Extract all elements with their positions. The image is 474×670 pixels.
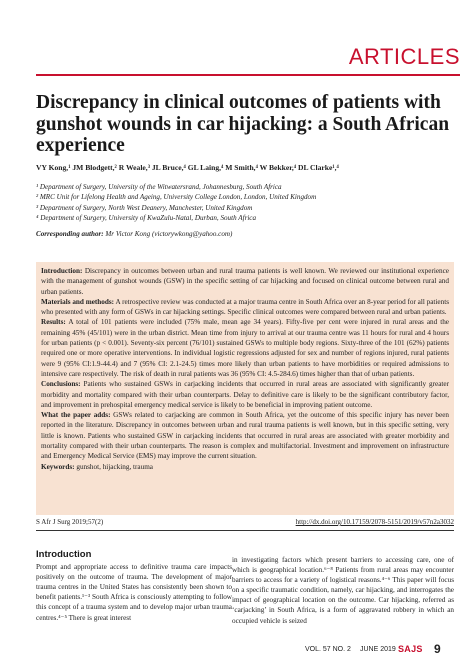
corresponding-author xyxy=(36,230,232,238)
abstract-conclusions xyxy=(41,379,449,410)
abstract-text: Discrepancy in outcomes between urban and rural trauma patients is well known. We reviewed our institutional experience with the management of gunshot wounds (GSW) in the specific setting of car hijacking and focused on clinical outcome between rural and urban patients. xyxy=(41,267,449,296)
abstract-results xyxy=(41,317,449,379)
body-paragraph: Prompt and appropriate access to definitive trauma care impacts positively on the outcome of trauma. The development of major trauma centres in the United States has consistently been shown to benefit patients.¹⁻³ South Africa is consciously attempting to follow this concept of a trauma system and to develop major urban trauma centres.⁴⁻⁵ There is great interest xyxy=(36,563,232,622)
citation-divider xyxy=(36,530,454,531)
author-list: VY Kong,¹ JM Blodgett,² R Weale,³ JL Bruce,⁴ GL Laing,⁴ M Smith,⁴ W Bekker,⁴ DL Clarke¹,⁴ xyxy=(36,163,339,172)
abstract-label: What the paper adds: xyxy=(41,411,111,420)
section-label: ARTICLES xyxy=(348,44,460,69)
introduction-heading: Introduction xyxy=(36,549,92,560)
body-column-left xyxy=(36,550,232,623)
abstract-text: gunshot, hijacking, trauma xyxy=(74,462,153,471)
corresponding-author-value: Mr Victor Kong (victorywkong@yahoo.com) xyxy=(105,230,233,238)
body-paragraph: in investigating factors which present barriers to accessing care, one of which is geographical location.⁶⁻⁸ Patients from rural areas may encounter barriers to access for a variety of logistical reasons.⁴⁻⁶ This paper will focus on a specific traumatic condition, namely, car hijacking, and interrogates the impact of geographical location on the outcome. Car hijacking, referred as ‘carjacking’ in South Africa, is a form of aggravated robbery in which an occupied vehicle is seized xyxy=(232,556,454,625)
header-divider xyxy=(36,74,460,76)
affiliations xyxy=(36,182,454,224)
footer-volume: VOL. 57 NO. 2 xyxy=(305,646,351,653)
footer-date: JUNE 2019 xyxy=(360,646,396,653)
abstract-what-paper-adds xyxy=(41,410,449,461)
article-title: Discrepancy in clinical outcomes of patients with gunshot wounds in car hijacking: a South African experience xyxy=(36,92,450,156)
abstract-text: GSWs related to carjacking are common in South Africa, yet the outcome of this specific injury has never been reported in the literature. Discrepancy in outcomes between urban and rural trauma patients is well known, but in this specific setting, very little is known. Patients who sustained GSW in carjacking incidents that occurred in rural areas are associated with greater morbidity and mortality compared with their urban counterparts. The reason is complex and multifactorial. Investment and improvement on infrastructure and Emergency Medical Service (EMS) may improve the current situation. xyxy=(41,411,450,461)
journal-citation: S Afr J Surg 2019;57(2) xyxy=(36,518,104,526)
abstract-introduction xyxy=(41,266,449,297)
footer-journal-logo: SAJS xyxy=(398,644,423,654)
affiliation-item: ³ Department of Surgery, North West Deanery, Manchester, United Kingdom xyxy=(36,203,253,212)
page-number: 9 xyxy=(434,642,441,656)
abstract-label: Conclusions: xyxy=(41,380,81,389)
affiliation-item: ² MRC Unit for Lifelong Health and Ageing, University College London, London, United Kingdom xyxy=(36,193,317,202)
doi-link[interactable]: http://dx.doi.org/10.17159/2078-5151/2019/v57n2a3032 xyxy=(295,518,454,526)
body-column-right xyxy=(232,555,454,626)
affiliation-item: ¹ Department of Surgery, University of the Witwatersrand, Johannesburg, South Africa xyxy=(36,183,282,191)
abstract-methods xyxy=(41,297,449,318)
abstract-text: A total of 101 patients were included (75% male, mean age 34 years). Fifty-five per cent were injured in rural areas and the remaining 45% (45/101) were in the urban district. Mean time from injury to arrival at our trauma centre was 11 hours for rural and 4 hours for urban patients (p < 0.001). Seventy-six percent (76/101) sustained GSWs to multiple body regions. Sixty-three of the 101 (62%) patients required one or more operative interventions. In individual logistic regressions adjusted for sex and number of regions injured, rural patients were 9 (95% CI:1.9-44.4) and 7 (95% CI: 2.1-24.5) times more likely than urban patients to have morbidities or required admissions to intensive care respectively. The risk of death in rural patients was 36 (95% CI: 4.5-284.6) times higher than that of urban patients. xyxy=(41,318,449,378)
abstract-label: Results: xyxy=(41,318,66,327)
abstract-box xyxy=(36,262,454,515)
corresponding-author-label: Corresponding author: xyxy=(36,230,104,238)
affiliation-item: ⁴ Department of Surgery, University of KwaZulu-Natal, Durban, South Africa xyxy=(36,214,257,223)
abstract-text: A retrospective review was conducted at a major trauma centre in South Africa over an 8-year period for all patients who presented with any form of GSWs in car hijacking settings. Specific clinical outcomes were compared between rural and urban patients. xyxy=(41,297,449,317)
abstract-label: Materials and methods: xyxy=(41,297,115,306)
abstract-label: Introduction: xyxy=(41,267,83,275)
page-footer xyxy=(0,641,474,661)
abstract-label: Keywords: xyxy=(41,462,75,471)
abstract-text: Patients who sustained GSWs in carjacking incidents that occurred in rural areas are associated with significantly greater morbidity and mortality compared with their urban counterparts. Delay to definitive care is likely to be the significant contributory factor, and improvement in prehospital emergency medical service is likely to be beneficial in improving patient outcome. xyxy=(41,380,449,409)
abstract-keywords xyxy=(41,462,449,472)
